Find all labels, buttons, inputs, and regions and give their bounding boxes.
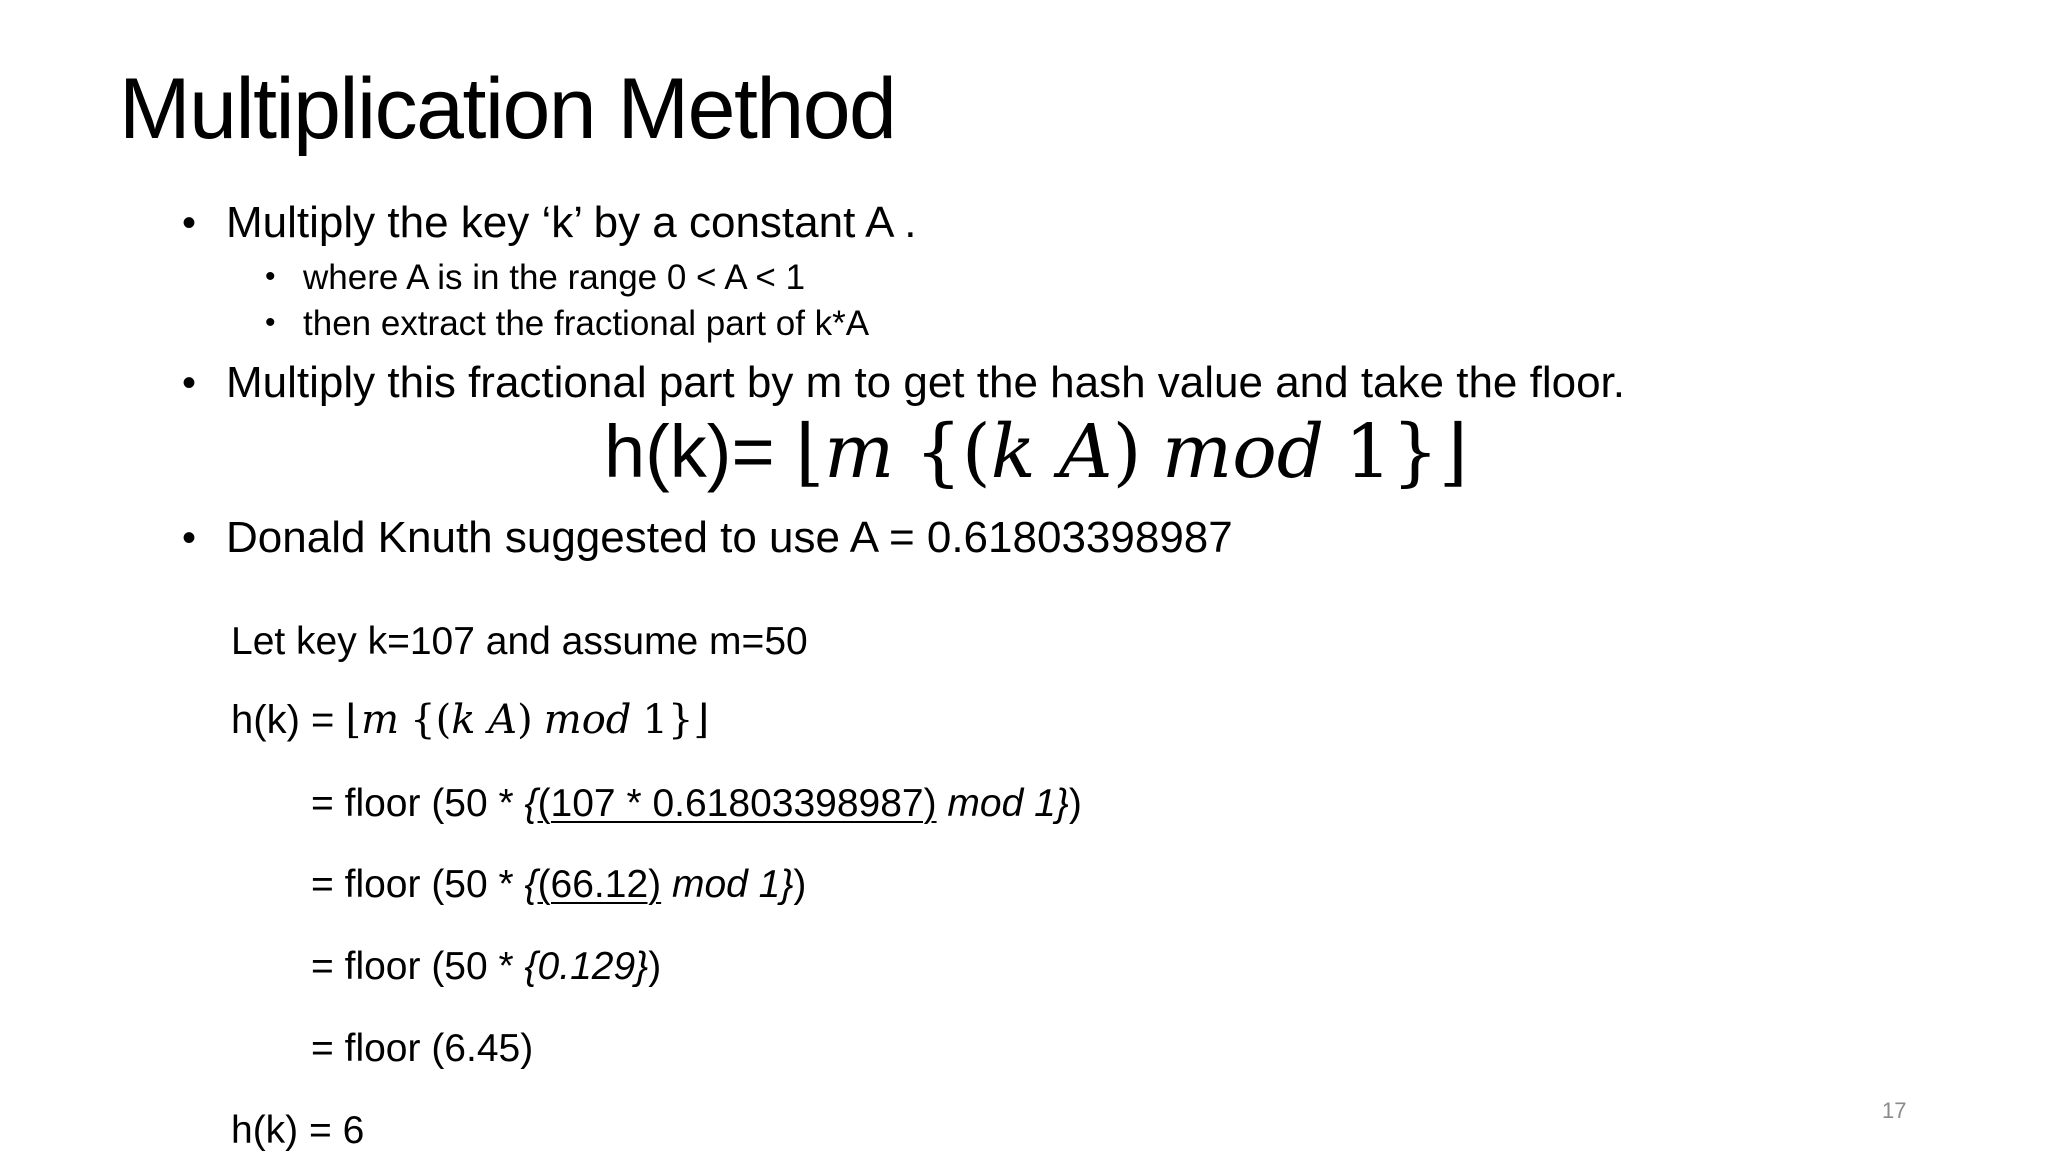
floor-open: ⌊ — [345, 697, 362, 743]
step-prefix: = floor (6.45) — [311, 1027, 534, 1070]
step-brace: { — [524, 782, 538, 825]
formula-paren-close: ) — [1112, 409, 1142, 495]
bullet-text: Multiply the key ‘k’ by a constant A . — [226, 198, 917, 247]
bullet-knuth — [182, 513, 1233, 562]
bullet-text: Donald Knuth suggested to use A = 0.61803398987 — [226, 513, 1233, 562]
bullet-text: then extract the fractional part of k*A — [303, 304, 870, 343]
formula-one-brace: 1} — [1344, 409, 1439, 495]
bullet-dot-icon: • — [182, 516, 197, 560]
formula-one-brace: 1} — [642, 697, 694, 743]
formula-brace-open: {( — [410, 697, 452, 743]
bullet-dot-icon: • — [265, 306, 276, 339]
example-result: h(k) = 6 — [231, 1109, 365, 1152]
step-mod: {0.129} — [524, 945, 649, 988]
example-step-3 — [311, 947, 661, 986]
step-mod: mod 1} — [661, 863, 794, 906]
step-suffix: ) — [648, 945, 662, 988]
bullet-dot-icon: • — [182, 361, 197, 405]
sub-bullet-extract — [265, 304, 870, 343]
example-step-1 — [311, 784, 1082, 823]
step-prefix: = floor (50 * — [311, 863, 525, 906]
formula-paren-close: ) — [517, 697, 533, 743]
slide-title: Multiplication Method — [119, 61, 896, 157]
page-number: 17 — [1882, 1098, 1907, 1123]
bullet-text: where A is in the range 0 < A < 1 — [303, 258, 806, 297]
bullet-dot-icon: • — [265, 260, 276, 293]
formula-m: m — [824, 409, 895, 495]
step-prefix: = floor (50 * — [311, 945, 525, 988]
example-formula — [231, 697, 710, 743]
formula-m: m — [361, 697, 400, 743]
step-prefix: = floor (50 * — [311, 782, 525, 825]
floor-close: ⌋ — [1438, 409, 1468, 495]
hash-formula — [604, 409, 1468, 495]
sub-bullet-range — [265, 258, 806, 297]
formula-kA: k A — [990, 409, 1113, 495]
bullet-text: Multiply this fractional part by m to get the hash value and take the floor. — [226, 358, 1625, 407]
example-hk-lhs: h(k) = — [231, 698, 335, 742]
bullet-multiply-key — [182, 198, 917, 247]
example-intro: Let key k=107 and assume m=50 — [231, 620, 808, 663]
formula-lhs: h(k)= — [604, 410, 775, 493]
example-step-4 — [311, 1029, 533, 1068]
formula-brace-open: {( — [914, 409, 991, 495]
step-mod: mod 1} — [936, 782, 1069, 825]
step-suffix: ) — [793, 863, 807, 906]
floor-close: ⌋ — [693, 697, 710, 743]
floor-open: ⌊ — [795, 409, 825, 495]
step-underlined: (66.12) — [537, 863, 662, 906]
step-brace: { — [524, 863, 538, 906]
bullet-multiply-fraction — [182, 358, 1625, 407]
formula-mod: mod — [543, 697, 632, 743]
step-underlined: (107 * 0.61803398987) — [537, 782, 937, 825]
formula-kA: k A — [451, 697, 518, 743]
formula-mod: mod — [1162, 409, 1325, 495]
example-step-2 — [311, 865, 806, 904]
bullet-dot-icon: • — [182, 201, 197, 245]
step-suffix: ) — [1068, 782, 1082, 825]
